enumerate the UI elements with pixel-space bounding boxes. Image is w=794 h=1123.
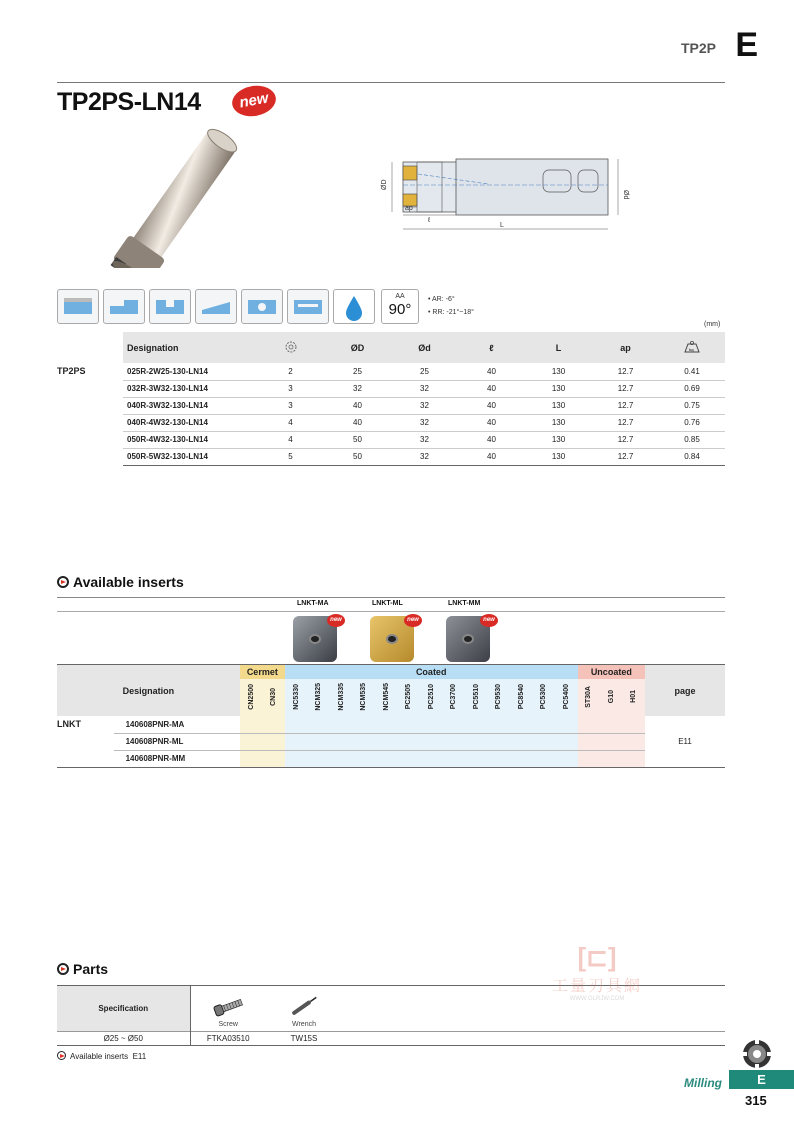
screw-code: FTKA03510 — [190, 1032, 266, 1046]
designation-cell: 040R-4W32-130-LN14 — [123, 414, 257, 431]
parts-title-text: Parts — [73, 961, 109, 977]
cutter-table — [57, 332, 725, 466]
grade-cell — [397, 733, 420, 750]
grade-cell — [578, 716, 601, 733]
section-arrow-icon — [57, 576, 69, 588]
grade-cell — [352, 733, 375, 750]
grade-st30a — [578, 679, 601, 716]
grade-cell — [285, 750, 308, 767]
teeth-cell: 5 — [257, 448, 324, 465]
insert-new-badge: new — [404, 614, 422, 627]
grade-cell — [240, 733, 263, 750]
grade-cn30 — [262, 679, 285, 716]
grade-ncm325 — [307, 679, 330, 716]
D-cell: 25 — [324, 363, 391, 380]
side-milling-icon — [287, 289, 329, 324]
grade-cell — [375, 716, 398, 733]
inserts-rule-2 — [57, 611, 725, 612]
approach-angle-value: 90° — [388, 301, 412, 318]
grade-pc8540 — [510, 679, 533, 716]
l-cell: 40 — [458, 397, 525, 414]
footer-section-tab: E — [729, 1070, 794, 1089]
grade-pc5510 — [465, 679, 488, 716]
grade-cell — [307, 733, 330, 750]
grade-cell — [533, 716, 556, 733]
designation-cell: 050R-4W32-130-LN14 — [123, 431, 257, 448]
L-cell: 130 — [525, 431, 592, 448]
grade-cell — [510, 733, 533, 750]
grade-cell — [487, 733, 510, 750]
grade-cell — [600, 733, 623, 750]
grade-label: PC5510 — [472, 683, 480, 710]
coolant-drop-icon — [333, 289, 375, 324]
grade-label: CN30 — [270, 687, 278, 706]
grade-cell — [375, 733, 398, 750]
D-cell: 50 — [324, 448, 391, 465]
insert-new-badge: new — [480, 614, 498, 627]
D-cell: 40 — [324, 414, 391, 431]
grade-label: PC5400 — [562, 683, 570, 710]
insert-row — [57, 716, 725, 733]
L-cell: 130 — [525, 414, 592, 431]
grade-cell — [420, 750, 443, 767]
D-cell: 32 — [324, 380, 391, 397]
header-divider — [57, 82, 725, 83]
grade-pc5400 — [555, 679, 578, 716]
inserts-title-text: Available inserts — [73, 574, 184, 590]
weight-cell: 0.85 — [659, 431, 725, 448]
grade-cell — [330, 733, 353, 750]
grade-cell — [487, 716, 510, 733]
screw-label: Screw — [218, 1021, 238, 1029]
table-row — [57, 448, 725, 465]
ramping-icon — [195, 289, 237, 324]
page-number: 315 — [745, 1093, 767, 1108]
d-cell: 32 — [391, 448, 458, 465]
dim-ap-label: ap — [405, 205, 413, 212]
grade-pc9530 — [487, 679, 510, 716]
grade-label: PC5300 — [540, 683, 548, 710]
col-D: ØD — [324, 332, 391, 363]
insert-hole — [386, 634, 398, 644]
insert-group-label: LNKT — [57, 716, 114, 767]
page-header: page — [645, 665, 725, 716]
ap-cell: 12.7 — [592, 397, 659, 414]
cutter-photo — [92, 128, 272, 268]
wrench-label: Wrench — [292, 1021, 316, 1029]
grade-cell — [375, 750, 398, 767]
grade-cell — [623, 716, 646, 733]
ap-cell: 12.7 — [592, 431, 659, 448]
grade-cell — [600, 750, 623, 767]
footnote — [57, 1051, 146, 1061]
face-milling-icon — [57, 289, 99, 324]
teeth-cell: 4 — [257, 414, 324, 431]
d-cell: 32 — [391, 380, 458, 397]
grade-cell — [330, 716, 353, 733]
grade-label: G10 — [607, 689, 615, 704]
insert-new-badge: new — [327, 614, 345, 627]
dim-L-label: L — [500, 222, 504, 229]
grade-cell — [623, 750, 646, 767]
grade-cell — [330, 750, 353, 767]
insert-designation: 140608PNR-MA — [114, 716, 240, 733]
page-ref: E11 — [645, 716, 725, 767]
grade-cell — [397, 750, 420, 767]
dim-l-label: ℓ — [428, 217, 431, 224]
milling-cutter-icon — [741, 1038, 773, 1070]
approach-angle-box — [381, 289, 419, 324]
grade-label: NCM535 — [360, 682, 368, 711]
grade-nc5330 — [285, 679, 308, 716]
grade-label: CN2500 — [247, 683, 255, 710]
grade-cell — [533, 733, 556, 750]
footnote-ref: E11 — [132, 1052, 147, 1061]
grade-cell — [307, 716, 330, 733]
insert-name-ma: LNKT-MA — [297, 600, 329, 607]
grade-cell — [442, 716, 465, 733]
parts-section-title — [57, 961, 108, 977]
grade-cell — [510, 716, 533, 733]
insert-row — [57, 750, 725, 767]
ap-cell: 12.7 — [592, 448, 659, 465]
svg-text:kg: kg — [689, 346, 694, 352]
l-cell: 40 — [458, 448, 525, 465]
weight-cell: 0.69 — [659, 380, 725, 397]
grade-label: ST30A — [585, 685, 593, 708]
section-letter: E — [735, 26, 758, 64]
grade-cell — [578, 750, 601, 767]
insert-name-ml: LNKT-ML — [372, 600, 403, 607]
grade-label: PC3700 — [450, 683, 458, 710]
weight-kg-icon — [659, 332, 725, 363]
grade-label: PC8540 — [517, 683, 525, 710]
axial-rake-note: • AR: -6° — [428, 296, 455, 303]
footnote-label: Available inserts — [70, 1052, 129, 1061]
grade-label: NCM335 — [337, 682, 345, 711]
grade-cell — [240, 716, 263, 733]
coated-header: Coated — [285, 665, 578, 679]
shoulder-milling-icon — [103, 289, 145, 324]
teeth-icon — [257, 332, 324, 363]
grade-cell — [442, 733, 465, 750]
grade-cell — [420, 716, 443, 733]
group-label: TP2PS — [57, 366, 86, 376]
grade-cell — [307, 750, 330, 767]
l-cell: 40 — [458, 363, 525, 380]
L-cell: 130 — [525, 448, 592, 465]
grade-cell — [397, 716, 420, 733]
footer-category: Milling — [684, 1076, 722, 1090]
grade-cell — [465, 733, 488, 750]
table-row — [57, 431, 725, 448]
designation-header: Designation — [57, 665, 240, 716]
ap-cell: 12.7 — [592, 380, 659, 397]
weight-cell: 0.76 — [659, 414, 725, 431]
inserts-section-title — [57, 574, 184, 590]
insert-row — [57, 733, 725, 750]
teeth-cell: 3 — [257, 397, 324, 414]
table-row — [57, 397, 725, 414]
grade-label: NC5330 — [292, 683, 300, 710]
dim-d-label: Ød — [622, 190, 629, 200]
grade-cell — [555, 750, 578, 767]
grade-cell — [442, 750, 465, 767]
insert-photo-ml — [370, 616, 419, 662]
col-l: ℓ — [458, 332, 525, 363]
new-badge: new — [230, 82, 279, 119]
d-cell: 25 — [391, 363, 458, 380]
grade-cell — [533, 750, 556, 767]
insert-hole — [309, 634, 321, 644]
l-cell: 40 — [458, 380, 525, 397]
grade-label: NCM325 — [315, 682, 323, 711]
plunge-milling-icon — [241, 289, 283, 324]
grade-cell — [623, 733, 646, 750]
grade-cell — [262, 733, 285, 750]
radial-rake-note: • RR: -21°~18° — [428, 309, 474, 316]
designation-cell: 050R-5W32-130-LN14 — [123, 448, 257, 465]
insert-name-mm: LNKT-MM — [448, 600, 481, 607]
grade-cell — [285, 716, 308, 733]
grade-cell — [487, 750, 510, 767]
d-cell: 32 — [391, 397, 458, 414]
D-cell: 50 — [324, 431, 391, 448]
grade-label: H01 — [630, 690, 638, 703]
table-row — [57, 380, 725, 397]
grade-cell — [465, 750, 488, 767]
ap-cell: 12.7 — [592, 363, 659, 380]
watermark-cn: 工量刃具網 — [551, 978, 642, 995]
grade-ncm535 — [352, 679, 375, 716]
ap-cell: 12.7 — [592, 414, 659, 431]
d-cell: 32 — [391, 414, 458, 431]
grade-cell — [465, 716, 488, 733]
grade-pc2510 — [420, 679, 443, 716]
L-cell: 130 — [525, 397, 592, 414]
technical-drawing — [378, 152, 636, 237]
weight-cell: 0.75 — [659, 397, 725, 414]
grade-label: PC2505 — [405, 683, 413, 710]
insert-photo-ma — [293, 616, 342, 662]
watermark-url: WWW.GLRJW.COM — [569, 996, 625, 1002]
grade-pc5300 — [533, 679, 556, 716]
grade-cell — [262, 750, 285, 767]
product-title: TP2PS-LN14 — [57, 88, 201, 116]
wrench-code: TW15S — [266, 1032, 342, 1046]
teeth-cell: 3 — [257, 380, 324, 397]
table-row — [57, 414, 725, 431]
col-ap: ap — [592, 332, 659, 363]
weight-cell: 0.41 — [659, 363, 725, 380]
teeth-cell: 4 — [257, 431, 324, 448]
L-cell: 130 — [525, 380, 592, 397]
weight-cell: 0.84 — [659, 448, 725, 465]
l-cell: 40 — [458, 431, 525, 448]
D-cell: 40 — [324, 397, 391, 414]
section-arrow-icon — [57, 1051, 66, 1060]
grade-cell — [600, 716, 623, 733]
grade-ncm335 — [330, 679, 353, 716]
col-d: Ød — [391, 332, 458, 363]
grade-cell — [578, 733, 601, 750]
l-cell: 40 — [458, 414, 525, 431]
insert-designation: 140608PNR-MM — [114, 750, 240, 767]
cermet-header: Cermet — [240, 665, 285, 679]
grade-h01 — [623, 679, 646, 716]
grade-cell — [555, 716, 578, 733]
screw-icon — [190, 986, 266, 1019]
wrench-icon — [266, 986, 342, 1019]
col-L: L — [525, 332, 592, 363]
grade-pc3700 — [442, 679, 465, 716]
table-row — [57, 363, 725, 380]
grade-g10 — [600, 679, 623, 716]
designation-cell: 040R-3W32-130-LN14 — [123, 397, 257, 414]
grade-pc2505 — [397, 679, 420, 716]
L-cell: 130 — [525, 363, 592, 380]
grade-label: PC9530 — [495, 683, 503, 710]
designation-cell: 025R-2W25-130-LN14 — [123, 363, 257, 380]
unit-label: (mm) — [704, 321, 721, 328]
grade-cell — [285, 733, 308, 750]
slotting-icon — [149, 289, 191, 324]
section-arrow-icon — [57, 963, 69, 975]
uncoated-header: Uncoated — [578, 665, 646, 679]
series-code: TP2P — [680, 40, 716, 56]
grade-ncm545 — [375, 679, 398, 716]
grade-cell — [262, 716, 285, 733]
inserts-rule-top — [57, 597, 725, 598]
approach-angle-label: AA — [395, 293, 405, 300]
grade-cell — [240, 750, 263, 767]
grade-cell — [352, 750, 375, 767]
grade-cell — [555, 733, 578, 750]
dim-D-label: ØD — [381, 179, 388, 190]
grade-cn2500 — [240, 679, 263, 716]
grade-cell — [510, 750, 533, 767]
grade-cell — [420, 733, 443, 750]
designation-cell: 032R-3W32-130-LN14 — [123, 380, 257, 397]
insert-photo-mm — [446, 616, 495, 662]
grade-label: NCM545 — [382, 682, 390, 711]
grade-label: PC2510 — [427, 683, 435, 710]
grade-cell — [352, 716, 375, 733]
d-cell: 32 — [391, 431, 458, 448]
insert-designation: 140608PNR-ML — [114, 733, 240, 750]
parts-spec-value: Ø25 ~ Ø50 — [57, 1032, 190, 1046]
watermark-logo: [⊏] — [577, 942, 617, 972]
parts-spec-header: Specification — [57, 986, 190, 1032]
teeth-cell: 2 — [257, 363, 324, 380]
col-designation: Designation — [123, 332, 257, 363]
watermark — [527, 942, 667, 1002]
insert-grade-table — [57, 665, 725, 768]
insert-hole — [462, 634, 474, 644]
